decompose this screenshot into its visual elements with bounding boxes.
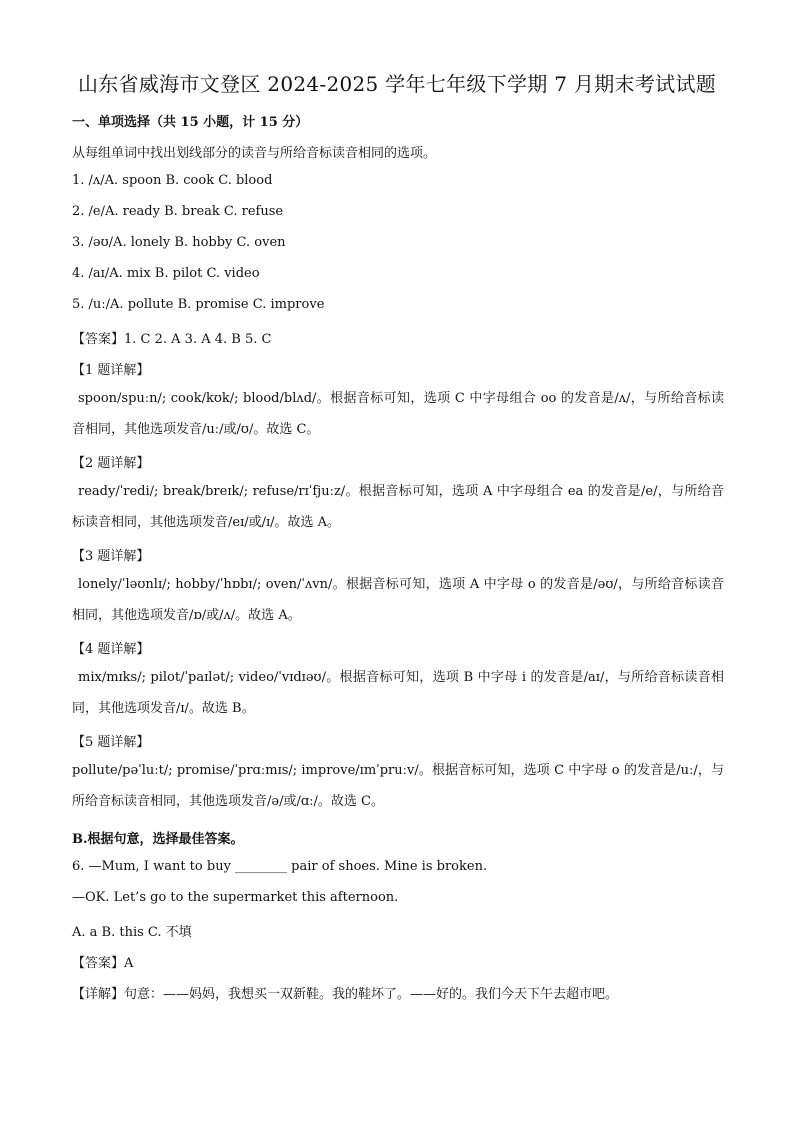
detail-heading-3: 【3 题详解】 — [72, 549, 150, 564]
detail-heading-2: 【2 题详解】 — [72, 456, 150, 471]
detail-text-4: mix/mɪks/; pilot/ˈpaɪlət/; video/ˈvɪdɪəʊ/。根据音标可知，选项 B 中字母 i 的发音是/aɪ/，与所给音标读音相同，其他选项发音/ɪ/。故选 B。 — [72, 670, 724, 716]
detail-text-3: lonely/ˈləʊnlɪ/; hobby/ˈhɒbɪ/; oven/ˈʌvn/。根据音标可知，选项 A 中字母 o 的发音是/əʊ/，与所给音标读音相同，其他选项发音/ɒ/或/ʌ/。故选 A。 — [72, 577, 724, 623]
answer-line: 【答案】1. C 2. A 3. A 4. B 5. C — [72, 332, 272, 347]
section-b-heading: B.根据句意，选择最佳答案。 — [72, 832, 244, 847]
question-6-line-1: 6. —Mum, I want to buy ________ pair of shoes. Mine is broken. — [72, 859, 488, 874]
question-4: 4. /aɪ/A. mix B. pilot C. video — [72, 266, 260, 281]
question-5: 5. /uː/A. pollute B. promise C. improve — [72, 297, 325, 312]
page-title: 山东省威海市文登区 2024-2025 学年七年级下学期 7 月期末考试试题 — [77, 72, 717, 96]
detail-heading-1: 【1 题详解】 — [72, 363, 150, 378]
detail-heading-5: 【5 题详解】 — [72, 735, 150, 750]
question-1: 1. /ʌ/A. spoon B. cook C. blood — [72, 173, 273, 188]
detail-text-2: ready/ˈredi/; break/breɪk/; refuse/rɪˈfjuːz/。根据音标可知，选项 A 中字母组合 ea 的发音是/e/，与所给音标读音相同，其他选项发音/eɪ/或/ɪ/。故选 A。 — [72, 484, 724, 530]
question-6-detail: 【详解】句意：——妈妈，我想买一双新鞋。我的鞋坏了。——好的。我们今天下午去超市吧。 — [72, 987, 619, 1002]
question-2: 2. /e/A. ready B. break C. refuse — [72, 204, 284, 219]
question-6-answer: 【答案】A — [72, 956, 134, 971]
detail-text-5: pollute/pəˈluːt/; promise/ˈprɑːmɪs/; improve/ɪmˈpruːv/。根据音标可知，选项 C 中字母 o 的发音是/uː/，与所给音标读音相同，其他选项发音/ə/或/ɑː/。故选 C。 — [72, 763, 724, 809]
section-heading: 一、单项选择（共 15 小题，计 15 分） — [72, 115, 309, 130]
question-6-line-2: —OK. Let’s go to the supermarket this afternoon. — [72, 890, 399, 905]
question-6-options: A. a B. this C. 不填 — [72, 925, 192, 940]
detail-heading-4: 【4 题详解】 — [72, 642, 150, 657]
instruction-text: 从每组单词中找出划线部分的读音与所给音标读音相同的选项。 — [72, 146, 437, 161]
question-3: 3. /əʊ/A. lonely B. hobby C. oven — [72, 235, 286, 250]
detail-text-1: spoon/spuːn/; cook/kʊk/; blood/blʌd/。根据音标可知，选项 C 中字母组合 oo 的发音是/ʌ/，与所给音标读音相同，其他选项发音/uː/或/ʊ/。故选 C。 — [72, 391, 724, 437]
